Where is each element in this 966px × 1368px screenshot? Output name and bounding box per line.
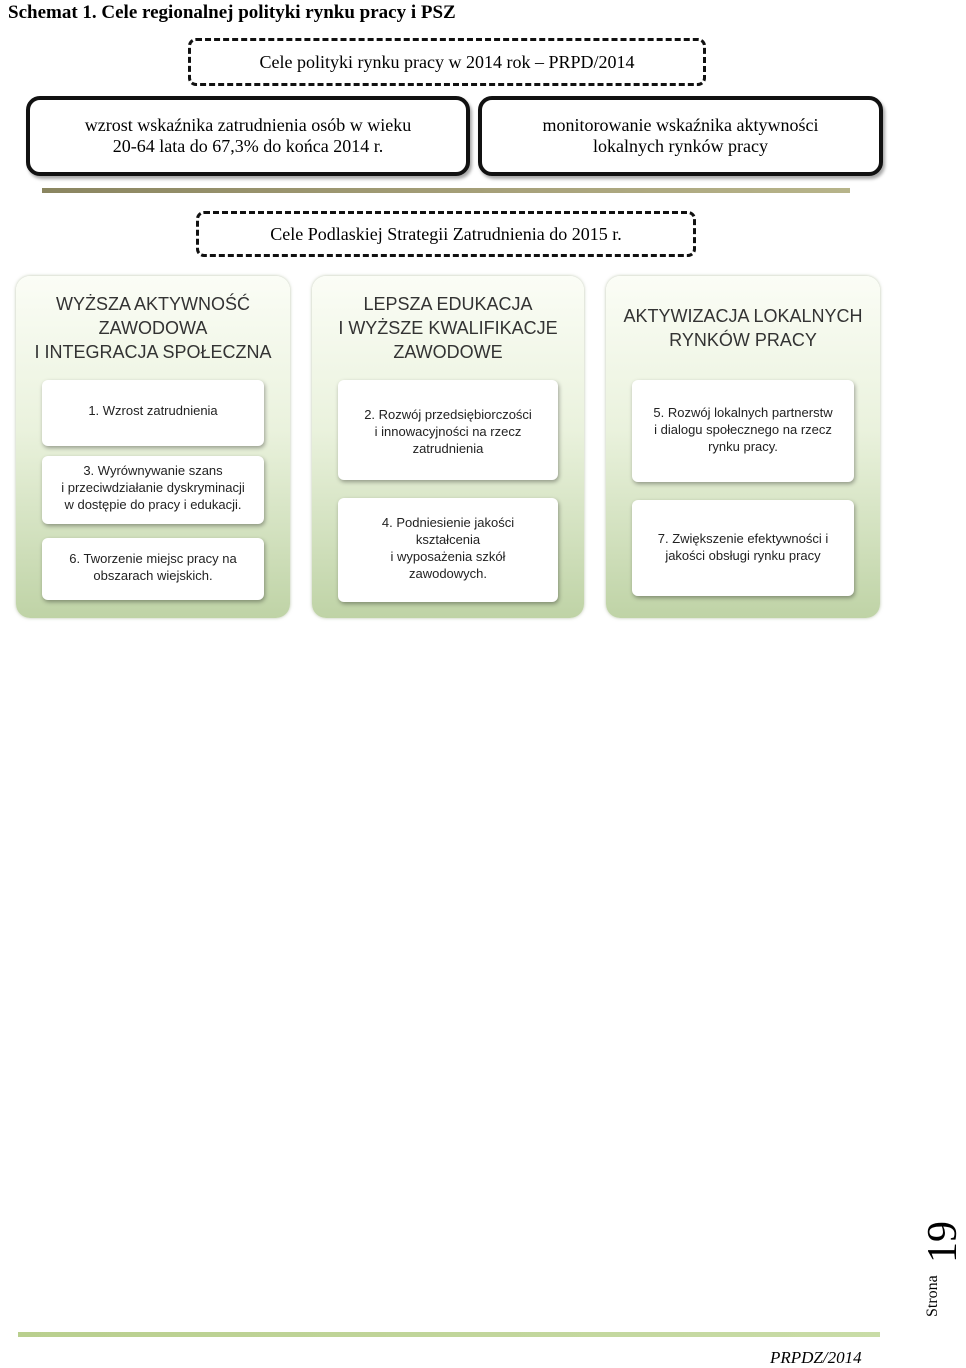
panel-heading — [312, 292, 584, 364]
goal-text: i innowacyjności na rzecz — [374, 424, 522, 439]
prpd-header: Cele polityki rynku pracy w 2014 rok – PRPD/2014 — [259, 51, 635, 72]
prpd-goal-right-line: lokalnych rynków pracy — [593, 136, 768, 156]
goal-text: rynku pracy. — [708, 439, 778, 454]
panel-heading-line: LEPSZA EDUKACJA — [363, 294, 533, 314]
goal-text: w dostępie do pracy i edukacji. — [64, 497, 242, 512]
page-number-block — [922, 1205, 964, 1320]
panel-heading — [16, 292, 290, 364]
panel-heading-line: ZAWODOWE — [393, 342, 503, 362]
panel-heading-line: WYŻSZA AKTYWNOŚĆ — [55, 294, 251, 314]
goal-text: 5. Rozwój lokalnych partnerstw — [653, 405, 833, 420]
goal-text: i dialogu społecznego na rzecz — [654, 422, 832, 437]
goal-text: 3. Wyrównywanie szans — [83, 463, 223, 478]
goal-text: 4. Podniesienie jakości — [381, 515, 515, 530]
panel-activity-integration — [16, 276, 290, 618]
panel-local-markets — [606, 276, 880, 618]
goal-3 — [42, 456, 264, 524]
prpd-goal-left-line: wzrost wskaźnika zatrudnienia osób w wieku — [84, 115, 412, 135]
goal-1 — [42, 380, 264, 446]
goal-7 — [632, 500, 854, 596]
prpd-goal-right-line: monitorowanie wskaźnika aktywności — [542, 115, 819, 135]
goal-text: obszarach wiejskich. — [93, 568, 213, 583]
page-number: 19 — [920, 1221, 966, 1263]
goal-2 — [338, 380, 558, 480]
strategy-header: Cele Podlaskiej Strategii Zatrudnienia do 2015 r. — [270, 223, 622, 244]
prpd-goal-left — [26, 96, 470, 176]
prpd-goal-left-line: 20-64 lata do 67,3% do końca 2014 r. — [112, 136, 384, 156]
prpd-goal-right — [478, 96, 883, 176]
goal-text: 7. Zwiększenie efektywności i — [657, 531, 829, 546]
goal-4 — [338, 498, 558, 602]
goal-text: 2. Rozwój przedsiębiorczości — [364, 407, 532, 422]
goal-text: kształcenia — [415, 532, 481, 547]
panel-heading-line: ZAWODOWA — [98, 318, 208, 338]
goal-text: zawodowych. — [408, 566, 488, 581]
panel-heading — [606, 304, 880, 352]
footer-label: PRPDZ/2014 — [770, 1348, 862, 1367]
panel-education-qualifications — [312, 276, 584, 618]
goal-text: jakości obsługi rynku pracy — [665, 548, 821, 563]
footer-divider — [18, 1332, 880, 1337]
strategy-header-box — [196, 211, 696, 257]
section-divider — [42, 188, 850, 193]
figure-title: Schemat 1. Cele regionalnej polityki rynku pracy i PSZ — [8, 2, 456, 23]
goal-text: i przeciwdziałanie dyskryminacji — [61, 480, 245, 495]
goal-text: i wyposażenia szkół — [390, 549, 506, 564]
goal-text: 6. Tworzenie miejsc pracy na — [69, 551, 237, 566]
panel-heading-line: RYNKÓW PRACY — [669, 330, 817, 350]
panel-heading-line: AKTYWIZACJA LOKALNYCH — [623, 306, 863, 326]
panel-heading-line: I WYŻSZE KWALIFIKACJE — [338, 318, 558, 338]
prpd-header-box — [188, 38, 706, 86]
panel-heading-line: I INTEGRACJA SPOŁECZNA — [34, 342, 272, 362]
page-label: Strona — [924, 1275, 941, 1317]
goal-text: zatrudnienia — [412, 441, 484, 456]
goal-6 — [42, 538, 264, 600]
goal-5 — [632, 380, 854, 482]
goal-text: 1. Wzrost zatrudnienia — [88, 403, 218, 418]
